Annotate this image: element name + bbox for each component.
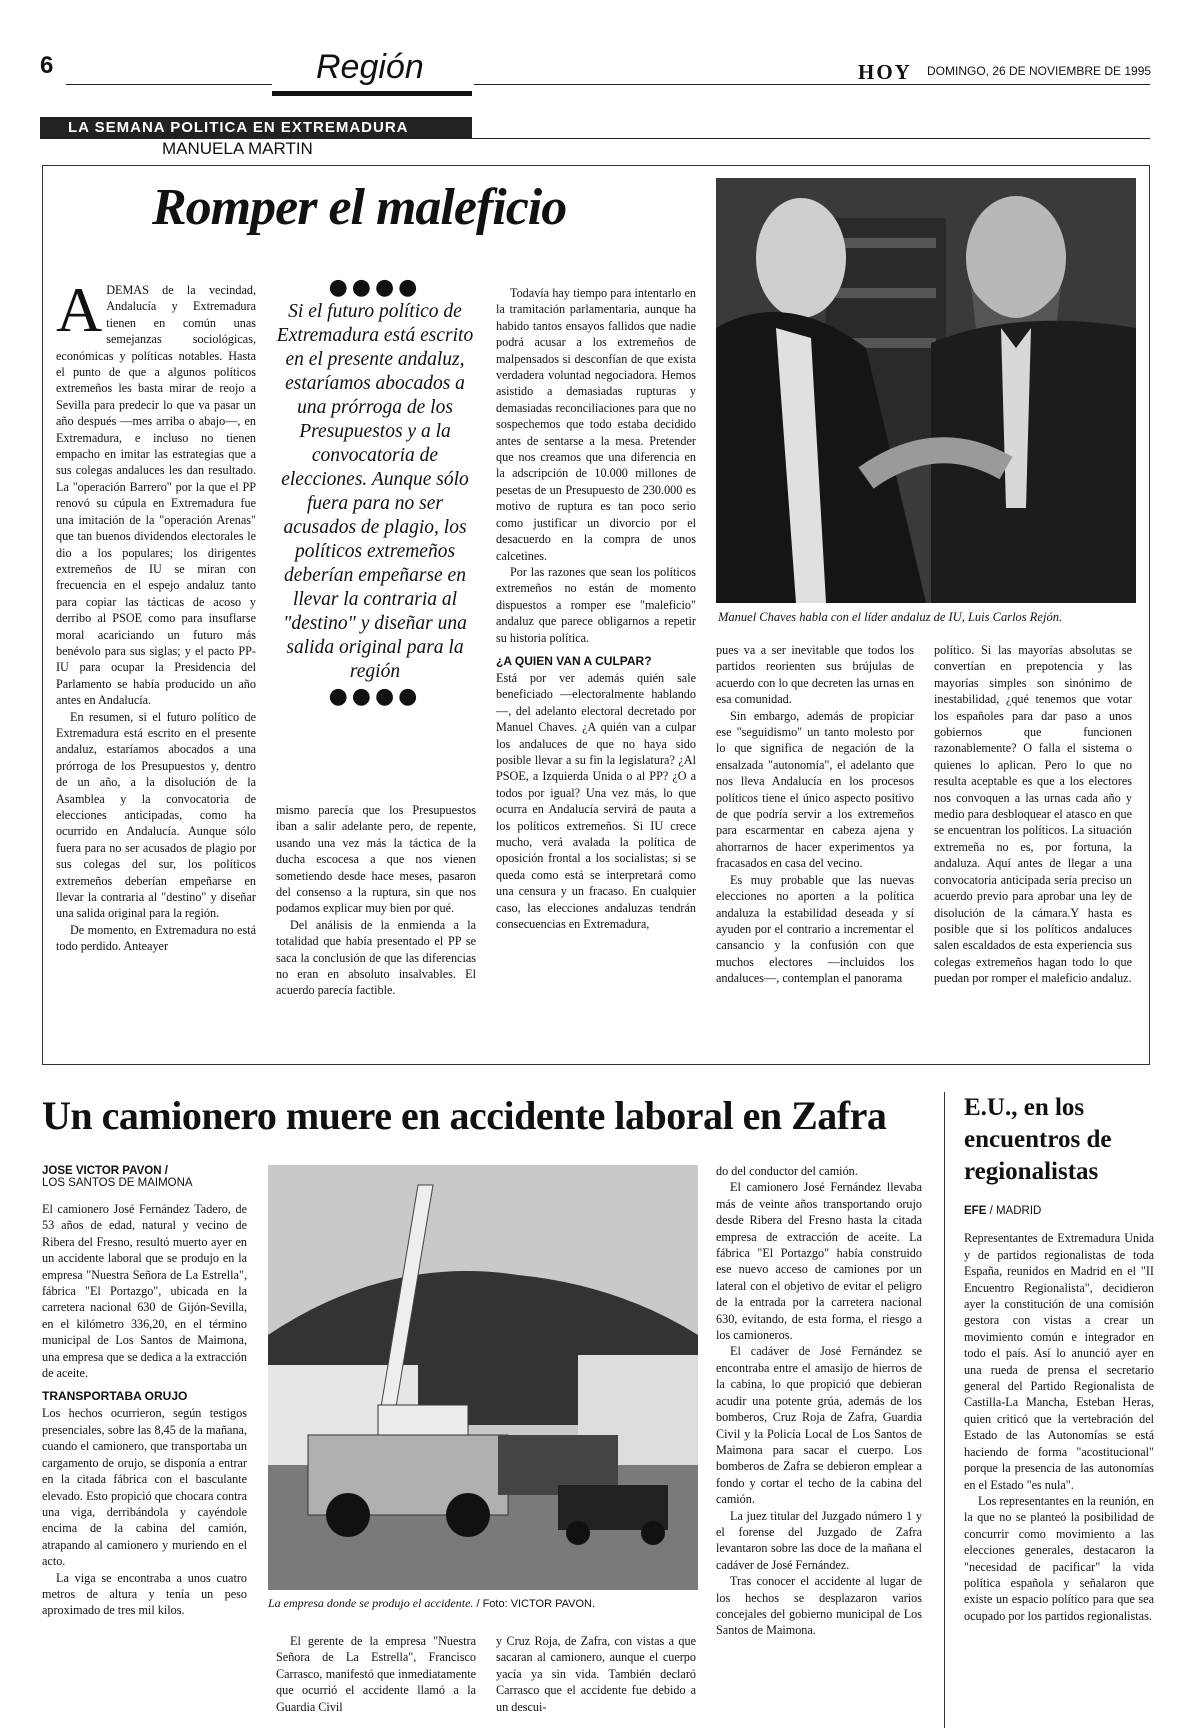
subhead: ¿A QUIEN VAN A CULPAR? xyxy=(496,653,652,668)
issue-date: DOMINGO, 26 DE NOVIEMBRE DE 1995 xyxy=(927,64,1152,78)
ornament-dots: ●●●● xyxy=(328,684,422,709)
paragraph: El camionero José Fernández llevaba más de veinte años transportando orujo desde Ribera del Fresno hasta la citada empresa de extracción de aceite. La fábrica "El Portazgo" había construido ese nuevo acceso de camiones por un lateral con el objetivo de evitar el peligro de la entrada por la carretera nacional 630, evitando, de esta forma, el riesgo a los camioneros. xyxy=(716,1180,922,1343)
column-text-col1 xyxy=(56,274,256,955)
byline-place: / MADRID xyxy=(986,1205,1042,1217)
ornament-dots: ●●●● xyxy=(328,275,422,300)
newspaper-name: HOY xyxy=(858,60,912,84)
byline: JOSE VICTOR PAVON / xyxy=(42,1165,168,1177)
column-text-col4 xyxy=(716,642,914,987)
column-text-col2 xyxy=(276,802,476,999)
header-rule-left xyxy=(66,84,272,85)
photo-caption: Manuel Chaves habla con el líder andaluz de IU, Luis Carlos Rejón. xyxy=(718,610,1063,624)
paragraph: Por las razones que sean los políticos extremeños no están de momento dispuestos a romper ese "maleficio" andaluz que parece obligarnos a repetir su historia política. xyxy=(496,564,696,645)
accident-text-col3 xyxy=(496,1633,696,1715)
paragraph: En resumen, si el futuro político de Extremadura está escrito en el presente andaluz, estaríamos abocados a una prórroga de los Presupuestos y, dentro de un año, a la disolución de la Asamblea y la convocatoria de elecciones anticipadas, como ha ocurrido en Andalucía. Aunque sólo fuera para no ser acusados de plagio por sus colegas del sur, los políticos extremeños deberían empeñarse en llevar la contraria al "destino" y diseñar una salida original para la región. xyxy=(56,709,256,921)
photo-accident-site xyxy=(268,1165,698,1590)
paragraph: DEMAS de la vecindad, Andalucía y Extremadura tienen en común unas semejanzas sociológicas, económicas y políticas notables. Hasta el punto de que a algunos políticos extremeños les basta mirar de reojo a Sevilla para predecir lo que va pasar un año después —mes arriba o abajo—, en Extremadura, e incluso no tienen empacho en imitar las estrategias que a sus colegas andaluces les dan resultado. La "operación Barrero" por la que el PP renovó su cúpula en Extremadura fue una imitación de la "operación Arenas" que tan buenos dividendos electorales le dio a los populares; los dirigentes extremeños de IU se miran con frecuencia en el espejo andaluz tanto para copiar las tácticas de acoso y derribo al PSOE como para insuflarse moral acariciando un futuro más benévolo para sus siglas; y el pacto PP-IU para ocupar la Presidencia del Parlamento se había producido un año antes en Andalucía. xyxy=(56,283,256,708)
paragraph: político. Si las mayorías absolutas se convertían en prepotencia y las mayorías simples son sinónimo de inestabilidad, ¿qué tenemos que votar los españoles para dar paso a unos gobiernos que funcionen razonablemente? O falla el sistema o quienes lo aplican. Pero lo que no resulta aceptable es que a los electores nos convoquen a las urnas cada año y medio para desbloquear el atasco en que se encuentran los políticos. La situación extremeña no es, por fortuna, la andaluza. Aquí antes de llegar a una convocatoria anticipada sería preciso un acuerdo previo para aprobar una ley de disolución de la cámara.Y hasta es posible que si los políticos andaluces salen escaldados de esta experiencia sus colegas extremeños hagan todo lo que puedan por romper el maleficio andaluz. xyxy=(934,643,1132,986)
column-divider xyxy=(944,1092,945,1728)
accident-text-col2 xyxy=(276,1633,476,1715)
paragraph: Es muy probable que las nuevas elecciones no aporten a la política andaluza la estabilidad deseada y sí ayuden por el contrario a incrementar el cansancio y la confusión con que muchos electores —incluidos los andaluces—, contemplan el panorama xyxy=(716,872,914,986)
pull-quote xyxy=(272,275,478,709)
paragraph: Todavía hay tiempo para intentarlo en la tramitación parlamentaria, aunque ha habido tantos ensayos fallidos que nadie podrá acusar a los extremeños de malpensados si desconfían de que exista verdadera voluntad negociadora. Hemos asistido a demasiadas rupturas y demasiadas reconciliaciones para que no sospechemos que todo estaba decidido antes de sentarse a la mesa. Pretender que nos creamos que una diferencia en la adscripción de 10.000 millones de pesetas de un Presupuesto de 230.000 es motivo de ruptura es tan poco serio como justificar un divorcio por el desacuerdo en la compra de unos calcetines. xyxy=(496,286,696,563)
paragraph: Del análisis de la enmienda a la totalidad que había presentado el PP se saca la conclusión de que las diferencias no eran en absoluto insalvables. El acuerdo parecía factible. xyxy=(276,917,476,998)
column-headline: Romper el maleficio xyxy=(152,179,567,236)
column-author: MANUELA MARTIN xyxy=(162,139,313,158)
header-rule-right xyxy=(474,84,1150,85)
byline-place: LOS SANTOS DE MAIMONA xyxy=(42,1177,193,1189)
column-text-col5 xyxy=(934,642,1132,987)
paragraph: Los hechos ocurrieron, según testigos presenciales, sobre las 8,45 de la mañana, cuando el camionero, que transportaba un cargamento de orujo, se disponía a entrar en la citada fábrica con el basculante elevado. Esto propició que chocara contra una viga, derribándola y cayéndole encima de la cabina del camión, atrapando al camionero y muriendo en el acto. xyxy=(42,1406,247,1569)
photo-credit: / Foto: VICTOR PAVON. xyxy=(473,1598,596,1610)
paragraph: Tras conocer el accidente al lugar de los hechos se desplazaron varios concejales del gobierno municipal de Los Santos de Maimona. xyxy=(716,1574,922,1638)
column-text-col3 xyxy=(496,285,696,932)
paragraph: y Cruz Roja, de Zafra, con vistas a que sacaran al camionero, aunque el cuerpo yacía ya sin vida. También declaró Carrasco que el accidente fue debido a un descui- xyxy=(496,1634,696,1714)
article-headline-regionalists: E.U., en los encuentros de regionalistas xyxy=(964,1094,1112,1185)
photo-politicians xyxy=(716,178,1136,603)
paragraph: El gerente de la empresa "Nuestra Señora de La Estrella", Francisco Carrasco, manifestó que inmediatamente que ocurrió el accidente llamó a la Guardia Civil xyxy=(276,1634,476,1714)
paragraph: Los representantes en la reunión, en la que no se planteó la posibilidad de concurrir como movimiento a las elecciones generales, destacaron la "necesidad de pacificar" la vida política española y señalaron que existe un espacio político para que sea ocupado por los partidos regionalistas. xyxy=(964,1493,1154,1623)
pull-quote-text: Si el futuro político de Extremadura está escrito en el presente andaluz, estaríamos abocados a una prórroga de los Presupuestos y a la convocatoria de elecciones. Aunque sólo fuera para no ser acusados de plagio, los políticos extremeños deberían empeñarse en llevar la contraria al "destino" y diseñar una salida original para la región xyxy=(276,301,474,682)
page-number: 6 xyxy=(40,52,54,79)
photo-caption xyxy=(268,1596,708,1611)
paragraph: pues va a ser inevitable que todos los partidos reorienten sus brújulas de acuerdo con lo que decreten las urnas en esa comunidad. xyxy=(716,643,914,707)
paragraph: Está por ver además quién sale beneficiado —electoralmente hablando—, del adelanto electoral decretado por Manuel Chaves. ¿A quién van a culpar los andaluces de que no haya sido posible llevar a su fin la legislatura? ¿Al PSOE, a Izquierda Unida o al PP? ¿O a todos por igual? Una vez más, lo que ocurra en Andalucía servirá de pauta a los políticos extremeños. Si IU crece mucho, verá avalada la política de oposición frontal a los socialistas; si se queda como está se interpretará como una censura y un fracaso. En cualquier caso, las elecciones andaluzas tendrán consecuencias en Extremadura, xyxy=(496,670,696,932)
column-kicker: LA SEMANA POLITICA EN EXTREMADURA xyxy=(40,117,472,139)
header-rule-center xyxy=(272,91,472,96)
photo-accident-image xyxy=(268,1165,698,1590)
article-headline-accident: Un camionero muere en accidente laboral en Zafra xyxy=(42,1093,887,1138)
byline: EFE xyxy=(964,1205,987,1217)
paragraph: Representantes de Extremadura Unida y de partidos regionalistas de toda España, reunidos en Madrid en el "II Encuentro Regionalista", decidieron ayer la constitución de una comisión gestora con vistas a crear un movimiento común e integrador en todo el país. Así lo anunció ayer en una rueda de prensa el secretario general del Partido Regionalista de Castilla-La Mancha, Esteban Heras, quien criticó que la vertebración del Estado de las Autonomías se está haciendo de forma "acostitucional" porque la presencia de las autonomías en el Estado "es nula". xyxy=(964,1231,1154,1492)
section-title: Región xyxy=(316,48,424,86)
paragraph: Sin embargo, además de propiciar ese "seguidismo" un tanto molesto por lo que significa de negación de la ensalzada "autonomía", el adelanto que nos lleva Andalucía en los procesos políticos tiene el único aspecto positivo de que podría servir a los extremeños para escarmentar en cabeza ajena y ahorrarnos de hacer experimentos ya fracasados en casa del vecino. xyxy=(716,708,914,871)
photo-politicians-image xyxy=(716,178,1136,603)
paragraph: El camionero José Fernández Tadero, de 53 años de edad, natural y vecino de Ribera del Fresno, resultó muerto ayer en un accidente laboral que se produjo en la empresa "Nuestra Señora de La Estrella", fábrica "El Portazgo", ubicada en la carretera nacional 630 de Gijón-Sevilla, en el kilómetro 336,20, en el término municipal de Los Santos de Maimona, una empresa que se dedica a la extracción de aceite. xyxy=(42,1202,247,1381)
paragraph: El cadáver de José Fernández se encontraba entre el amasijo de hierros de la cabina, lo que propició que debieran acudir una potente grúa, además de los bomberos, Cruz Roja de Zafra, Guardia Civil y la Policía Local de Los Santos de Maimona para sacar el cuerpo. Los bomberos de Zafra se debieron emplear a fondo y cortar el techo de la cabina del camión. xyxy=(716,1344,922,1507)
regionalists-text xyxy=(964,1202,1154,1624)
dropcap: A xyxy=(56,274,103,345)
paragraph: mismo parecía que los Presupuestos iban a salir adelante pero, de repente, usando una vez más la táctica de la ducha escocesa a que nos vienen sometiendo desde hace meses, pasaron del consenso a la ruptura, sin que nos podamos explicar muy bien por qué. xyxy=(276,803,476,916)
accident-text-col4 xyxy=(716,1163,922,1639)
subhead: TRANSPORTABA ORUJO xyxy=(42,1389,188,1404)
accident-text-col1 xyxy=(42,1165,247,1619)
photo-caption-text: La empresa donde se produjo el accidente. xyxy=(268,1596,474,1610)
paragraph: La juez titular del Juzgado número 1 y el forense del Juzgado de Zafra levantaron sobre las doce de la mañana el cadáver de José Fernández. xyxy=(716,1508,922,1572)
paragraph: De momento, en Extremadura no está todo perdido. Anteayer xyxy=(56,922,256,954)
paragraph: La viga se encontraba a unos cuatro metros de altura y tenía un peso aproximado de tres mil kilos. xyxy=(42,1570,247,1618)
paragraph: do del conductor del camión. xyxy=(716,1164,858,1178)
kicker-rule xyxy=(472,138,1150,139)
